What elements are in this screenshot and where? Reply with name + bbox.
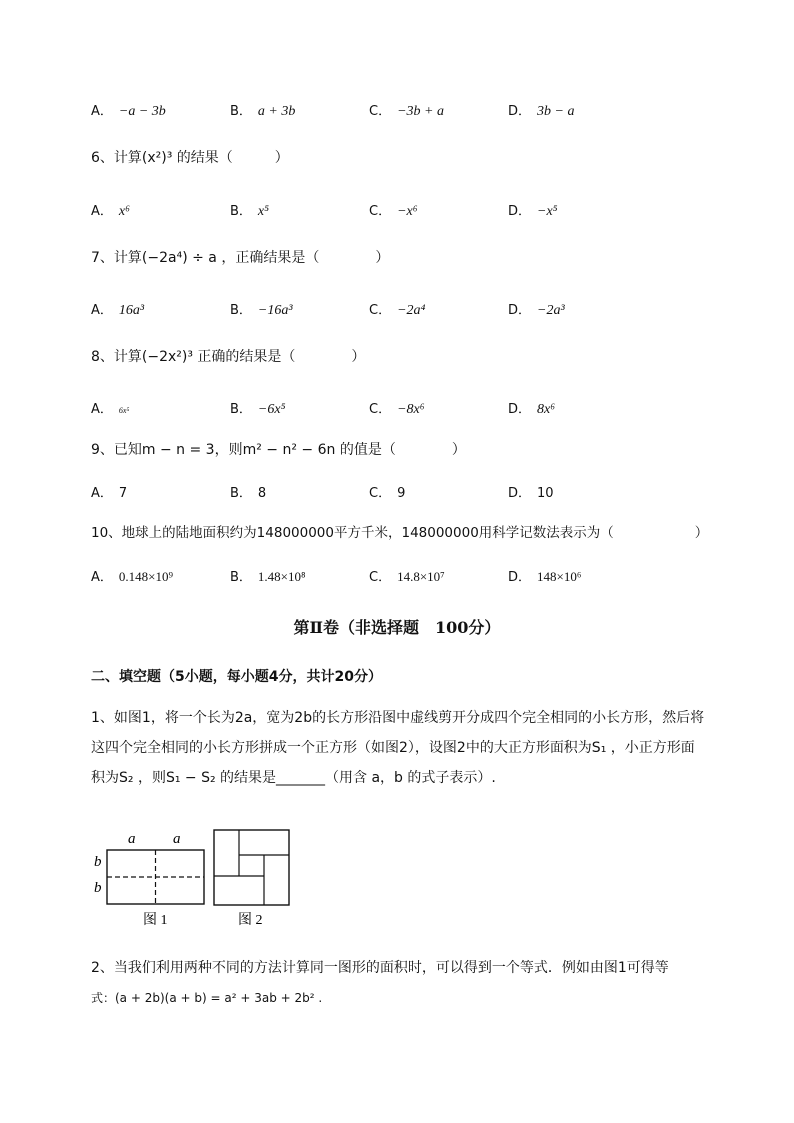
- q5-option-c[interactable]: C． −3b + a: [369, 104, 444, 119]
- q6-question: 6、计算(x²)³ 的结果（ ）: [91, 150, 289, 166]
- q8-question: 8、计算(−2x²)³ 正确的结果是（ ）: [91, 349, 366, 365]
- fill2-line2: 式：(a + 2b)(a + b) = a² + 3ab + 2b² .: [91, 991, 323, 1005]
- q7-option-a[interactable]: A． 16a³: [91, 303, 145, 318]
- q8-option-d[interactable]: D． 8x⁶: [508, 402, 556, 417]
- q6-option-a[interactable]: A． x⁶: [91, 204, 130, 219]
- q10-options: [91, 566, 651, 586]
- q6-option-c[interactable]: C． −x⁶: [369, 204, 418, 219]
- q9-question: 9、已知m − n = 3，则m² − n² − 6n 的值是（ ）: [91, 442, 466, 458]
- figure-1-caption: 图 1: [143, 913, 168, 928]
- fill-section-heading: 二、填空题（5小题，每小题4分，共计20分）: [91, 669, 382, 685]
- q9-option-a[interactable]: A． 7: [91, 486, 128, 501]
- q9-option-d[interactable]: D． 10: [508, 486, 554, 501]
- figure-1: [94, 831, 204, 928]
- q8-option-c[interactable]: C． −8x⁶: [369, 402, 425, 417]
- figure-2-outer-square: [214, 830, 289, 905]
- fill1-line1: 1、如图1，将一个长为2a，宽为2b的长方形沿图中虚线剪开分成四个完全相同的小长方形，然后将: [91, 710, 705, 726]
- q8-options: [91, 398, 651, 418]
- q7-option-c[interactable]: C． −2a⁴: [369, 303, 426, 318]
- q7-question: 7、计算(−2a⁴) ÷ a ，正确结果是（ ）: [91, 250, 390, 266]
- q9-option-b[interactable]: B． 8: [230, 486, 267, 501]
- q9-options: [91, 482, 651, 502]
- q7-option-d[interactable]: D． −2a³: [508, 303, 565, 318]
- q7-options: [91, 299, 651, 319]
- label-a-1: a: [128, 831, 136, 847]
- q10-question: 10、地球上的陆地面积约为148000000平方千米，148000000用科学记数法表示为（ ）: [91, 525, 709, 541]
- fill1-figures: [88, 826, 298, 930]
- q9-option-c[interactable]: C． 9: [369, 486, 406, 501]
- fill2-text: [91, 953, 711, 1013]
- label-b-2: b: [94, 880, 102, 896]
- q10-option-b[interactable]: B． 1.48×10⁸: [230, 569, 306, 585]
- fill2-line1: 2、当我们利用两种不同的方法计算同一图形的面积时，可以得到一个等式．例如由图1可得等: [91, 960, 669, 976]
- q6-option-b[interactable]: B． x⁵: [230, 204, 270, 219]
- part2-title: 第Ⅱ卷（非选择题 100分）: [293, 618, 501, 637]
- label-b-1: b: [94, 854, 102, 870]
- q10-option-c[interactable]: C． 14.8×10⁷: [369, 569, 445, 585]
- q10-option-a[interactable]: A． 0.148×10⁹: [91, 569, 174, 585]
- q8-option-a[interactable]: A． 6x⁵: [91, 402, 130, 417]
- q8-option-b[interactable]: B． −6x⁵: [230, 402, 286, 417]
- q10-option-d[interactable]: D． 148×10⁶: [508, 569, 582, 585]
- fill1-line3: 积为S₂ ，则S₁ − S₂ 的结果是_______（用含 a，b 的式子表示）.: [91, 770, 496, 786]
- q5-options: [91, 100, 651, 120]
- q5-option-a[interactable]: A． −a − 3b: [91, 104, 166, 119]
- figure-2-caption: 图 2: [238, 913, 263, 928]
- label-a-2: a: [173, 831, 181, 847]
- q5-option-d[interactable]: D． 3b − a: [508, 104, 575, 119]
- figure-2: [214, 830, 289, 928]
- q7-option-b[interactable]: B． −16a³: [230, 303, 293, 318]
- q6-options: [91, 200, 651, 220]
- q6-option-d[interactable]: D． −x⁵: [508, 204, 558, 219]
- q5-option-b[interactable]: B． a + 3b: [230, 104, 296, 119]
- fill1-text: [91, 703, 711, 793]
- fill1-line2: 这四个完全相同的小长方形拼成一个正方形（如图2），设图2中的大正方形面积为S₁ ，小正方形面: [91, 740, 695, 756]
